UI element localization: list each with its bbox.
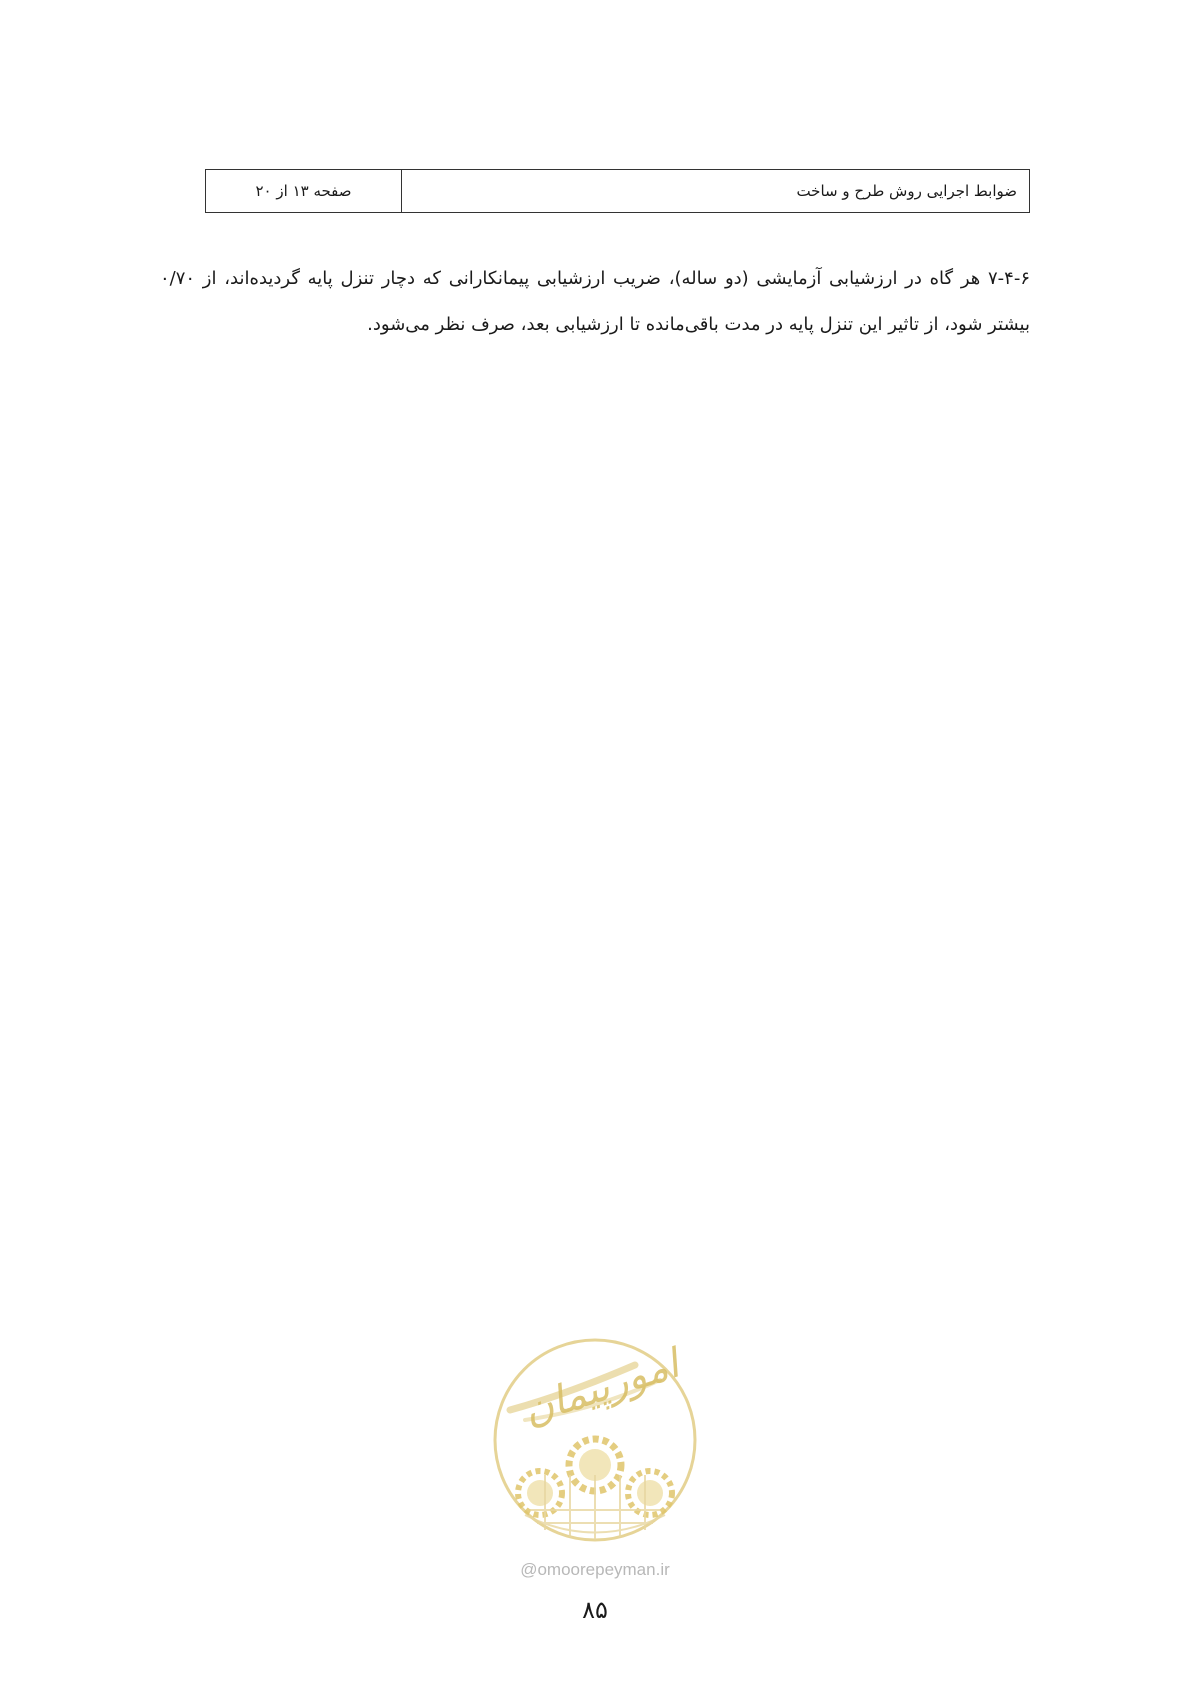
excavator-gear-icon — [628, 1471, 672, 1515]
logo-text: امورپیمان — [517, 1340, 685, 1435]
page-header-table — [205, 169, 1030, 213]
header-document-title: ضوابط اجرایی روش طرح و ساخت — [796, 182, 1017, 200]
building-grid — [525, 1475, 665, 1540]
watermark-url: @omoorepeyman.ir — [520, 1560, 670, 1579]
page-number: ۸۵ — [582, 1596, 608, 1624]
scale-gear-icon — [518, 1471, 562, 1515]
omoorepeyman-seal-icon — [485, 1325, 705, 1555]
body-paragraph: ۷-۴-۶ هر گاه در ارزشیابی آزمایشی (دو ساله)، ضریب ارزشیابی پیمانکارانی که دچار تنزل پایه گردیده‌اند، از ۰/۷۰ بیشتر شود، از تاثیر این تنزل پایه در مدت باقی‌مانده تا ارزشیابی بعد، صرف نظر می‌شود. — [160, 268, 1030, 335]
watermark-logo — [485, 1325, 705, 1555]
header-page-label: صفحه ۱۳ از ۲۰ — [206, 170, 402, 212]
